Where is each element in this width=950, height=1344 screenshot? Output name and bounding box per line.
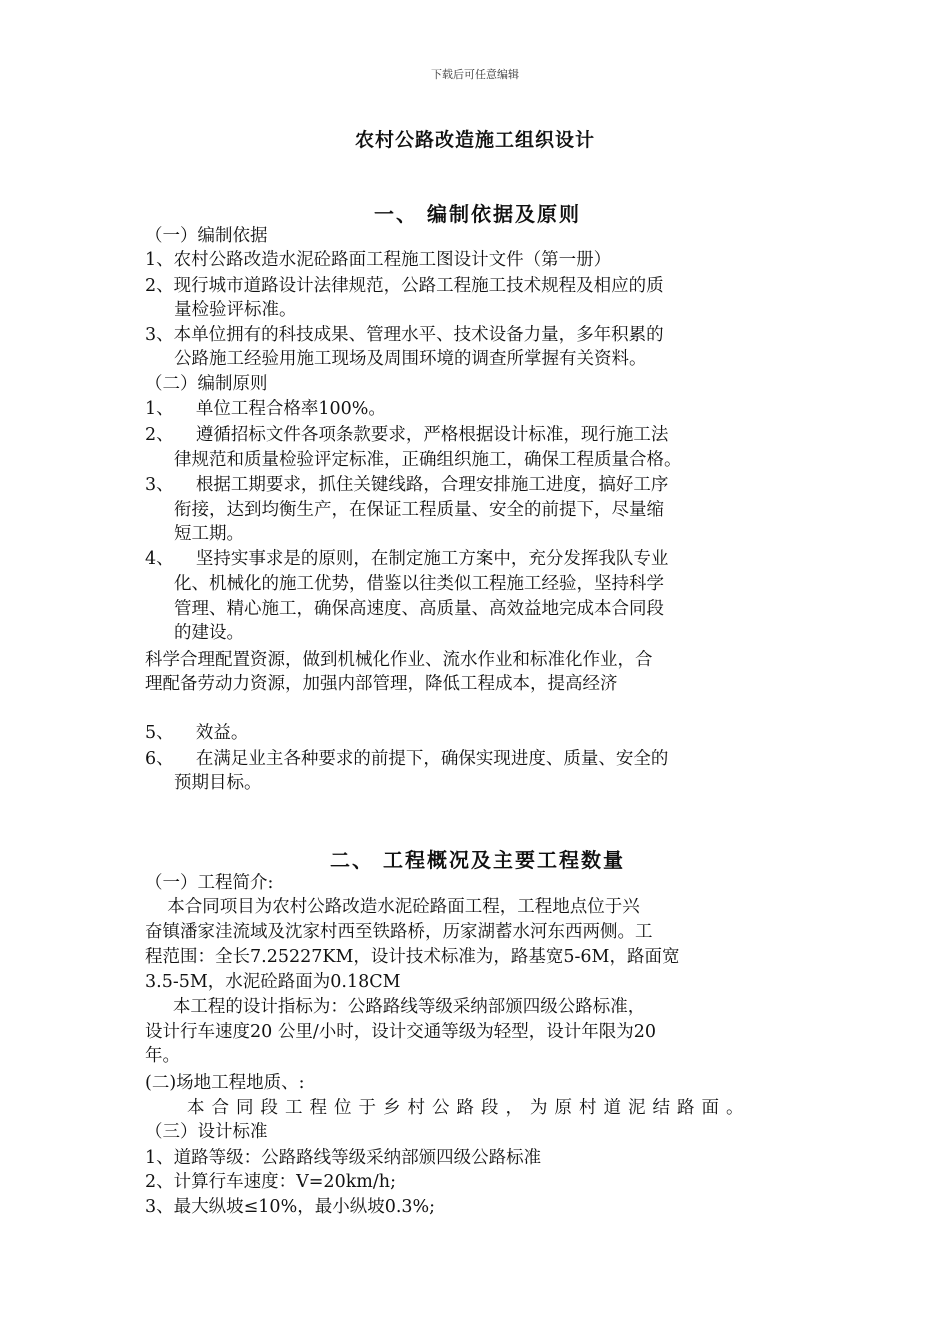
paragraph-line: 管理、精心施工，确保高速度、高质量、高效益地完成本合同段 [174, 599, 664, 619]
paragraph-line: 5、 效益。 [145, 723, 249, 743]
paragraph-line: 理配备劳动力资源，加强内部管理，降低工程成本，提高经济 [145, 674, 618, 694]
section-2-heading: 二、 工程概况及主要工程数量 [330, 848, 625, 872]
paragraph-line: 设计行车速度20 公里/小时，设计交通等级为轻型，设计年限为20 [145, 1022, 656, 1042]
paragraph-line: 本合同项目为农村公路改造水泥砼路面工程，工程地点位于兴 [145, 897, 640, 917]
paragraph-line: 预期目标。 [174, 773, 262, 793]
paragraph-line: 的建设。 [174, 623, 244, 643]
paragraph-line: 3.5-5M，水泥砼路面为0.18CM [145, 972, 401, 992]
paragraph-line: 3、本单位拥有的科技成果、管理水平、技术设备力量，多年积累的 [145, 325, 664, 345]
document-title: 农村公路改造施工组织设计 [354, 129, 595, 151]
paragraph-line: 律规范和质量检验评定标准，正确组织施工，确保工程质量合格。 [174, 450, 682, 470]
paragraph-line: 短工期。 [174, 524, 244, 544]
paragraph-line: 1、农村公路改造水泥砼路面工程施工图设计文件（第一册） [145, 250, 612, 270]
geology-paragraph: 本合同段工程位于乡村公路段，为原村道泥结路面。 [187, 1098, 751, 1118]
paragraph-line: 化、机械化的施工优势，借鉴以往类似工程施工经验，坚持科学 [174, 574, 664, 594]
section-1-heading: 一、 编制依据及原则 [374, 202, 581, 226]
paragraph-line: 本工程的设计指标为：公路路线等级采纳部颁四级公路标准， [145, 997, 646, 1017]
paragraph-line: 4、 坚持实事求是的原则，在制定施工方案中，充分发挥我队专业 [145, 549, 669, 569]
paragraph-line: 2、 遵循招标文件各项条款要求，严格根据设计标准，现行施工法 [145, 425, 669, 445]
paragraph-line: 6、 在满足业主各种要求的前提下，确保实现进度、质量、安全的 [145, 749, 669, 769]
paragraph-line: 2、现行城市道路设计法律规范，公路工程施工技术规程及相应的质 [145, 276, 664, 296]
page-header: 下载后可任意编辑 [431, 68, 519, 81]
paragraph-line: 3、最大纵坡≤10%，最小纵坡0.3%; [145, 1197, 436, 1217]
section-1-sub-1: （一）编制依据 [145, 226, 268, 246]
paragraph-line: 衔接，达到均衡生产，在保证工程质量、安全的前提下，尽量缩 [174, 500, 664, 520]
paragraph-line: 科学合理配置资源，做到机械化作业、流水作业和标准化作业，合 [145, 650, 653, 670]
paragraph-line: 公路施工经验用施工现场及周围环境的调查所掌握有关资料。 [174, 349, 647, 369]
paragraph-line: 2、计算行车速度：V=20km/h; [145, 1172, 396, 1192]
paragraph-line: 奋镇潘家洼流域及沈家村西至铁路桥，历家湖蓄水河东西两侧。工 [145, 922, 653, 942]
paragraph-line: 1、 单位工程合格率100%。 [145, 399, 386, 419]
section-2-sub-2: (二)场地工程地质、: [145, 1073, 305, 1093]
paragraph-line: 3、 根据工期要求，抓住关键线路，合理安排施工进度，搞好工序 [145, 475, 669, 495]
paragraph-line: 1、道路等级：公路路线等级采纳部颁四级公路标准 [145, 1148, 542, 1168]
section-2-sub-1: （一）工程简介: [145, 873, 274, 893]
paragraph-line: 年。 [145, 1046, 180, 1066]
paragraph-line: 量检验评标准。 [174, 300, 297, 320]
section-1-sub-2: （二）编制原则 [145, 374, 268, 394]
section-2-sub-3: （三）设计标准 [145, 1122, 268, 1142]
paragraph-line: 程范围：全长7.25227KM，设计技术标准为，路基宽5-6M，路面宽 [145, 947, 680, 967]
